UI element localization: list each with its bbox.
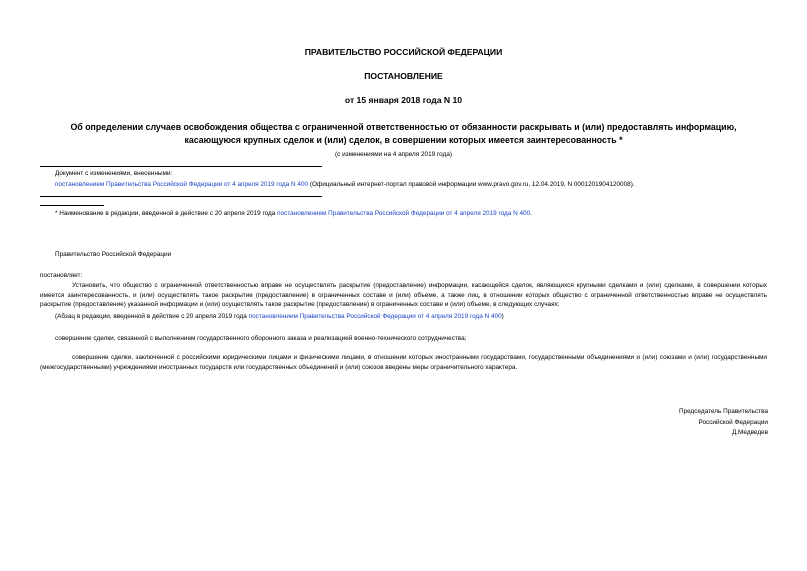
- date-number-heading: от 15 января 2018 года N 10: [344, 95, 463, 105]
- edit-note-link[interactable]: постановлением Правительства Российской Федерации от 4 апреля 2019 года N 400: [248, 313, 502, 320]
- footnote-prefix: * Наименование в редакции, введенной в действие с 20 апреля 2019 года: [55, 210, 278, 217]
- case-1: совершение сделки, связанной с выполнением государственного оборонного заказа и реализацией военно-технического сотрудничества;: [55, 335, 467, 342]
- decrees-word: постановляет:: [40, 272, 83, 279]
- amendments-top-rule: [40, 166, 322, 167]
- edit-note: [55, 312, 504, 322]
- footnote: [55, 209, 532, 219]
- signature-position-2: Российской Федерации: [698, 418, 768, 426]
- government-heading: ПРАВИТЕЛЬСТВО РОССИЙСКОЙ ФЕДЕРАЦИИ: [304, 47, 503, 57]
- amendment-source: (Официальный интернет-портал правовой информации www.pravo.gov.ru, 12.04.2019, N 0001201904120008).: [308, 181, 635, 188]
- amendments-intro: Документ с изменениями, внесенными:: [55, 170, 173, 177]
- document-type-heading: ПОСТАНОВЛЕНИЕ: [364, 71, 443, 81]
- document-title: [0, 121, 807, 147]
- signature-block: [679, 407, 768, 439]
- amendments-bottom-rule: [40, 196, 322, 197]
- changes-note: (с изменениями на 4 апреля 2019 года): [335, 151, 452, 158]
- document-title-line-1: Об определении случаев освобождения общества с ограниченной ответственностью от обязанности раскрывать и (или) предоставлять информацию,: [70, 122, 737, 132]
- footnote-link[interactable]: постановлением Правительства Российской Федерации от 4 апреля 2019 года N 400: [277, 210, 531, 217]
- paragraph-1: Установить, что общество с ограниченной ответственностью вправе не осуществлять раскрытие (предоставление) информации, касающейся сделок, являющихся крупными сделками и (или) сделками, в совершении которых имеется заинтересованность, и (или) осуществлять такое раскрытие (предоставление) в ограниченных составе и (или) объеме, а также лиц, в отношении которых общество с ограниченной ответственностью вправе не осуществлять раскрытие (предоставление) указанной информации и (или) осуществлять такое раскрытие (предоставление) в ограниченных составе и (или) объеме, в следующих случаях:: [40, 282, 767, 309]
- signature-name: Д.Медведев: [731, 429, 768, 437]
- footnote-rule: [40, 205, 104, 206]
- amendment-link[interactable]: постановлением Правительства Российской Федерации от 4 апреля 2019 года N 400: [55, 181, 309, 188]
- amendments-line: [55, 180, 635, 190]
- document-title-line-2: касающуюся крупных сделок и (или) сделок, в совершении которых имеется заинтересованность *: [184, 135, 623, 145]
- edit-note-prefix: (Абзац в редакции, введенной в действие с 20 апреля 2019 года: [55, 313, 249, 320]
- signature-position-1: Председатель Правительства: [679, 408, 768, 415]
- footnote-suffix: .: [530, 210, 532, 217]
- issuer: Правительство Российской Федерации: [55, 251, 172, 258]
- case-2: совершение сделки, заключенной с российскими юридическими лицами и физическими лицами, в отношении которых иностранными государствами, государственными объединениями и (или) союзами и (или) государственными (межгосударственными) учреждениями иностранных государств или государственных объединений и (или) союзов введены меры ограничительного характера.: [40, 354, 767, 371]
- edit-note-suffix: ): [501, 313, 504, 320]
